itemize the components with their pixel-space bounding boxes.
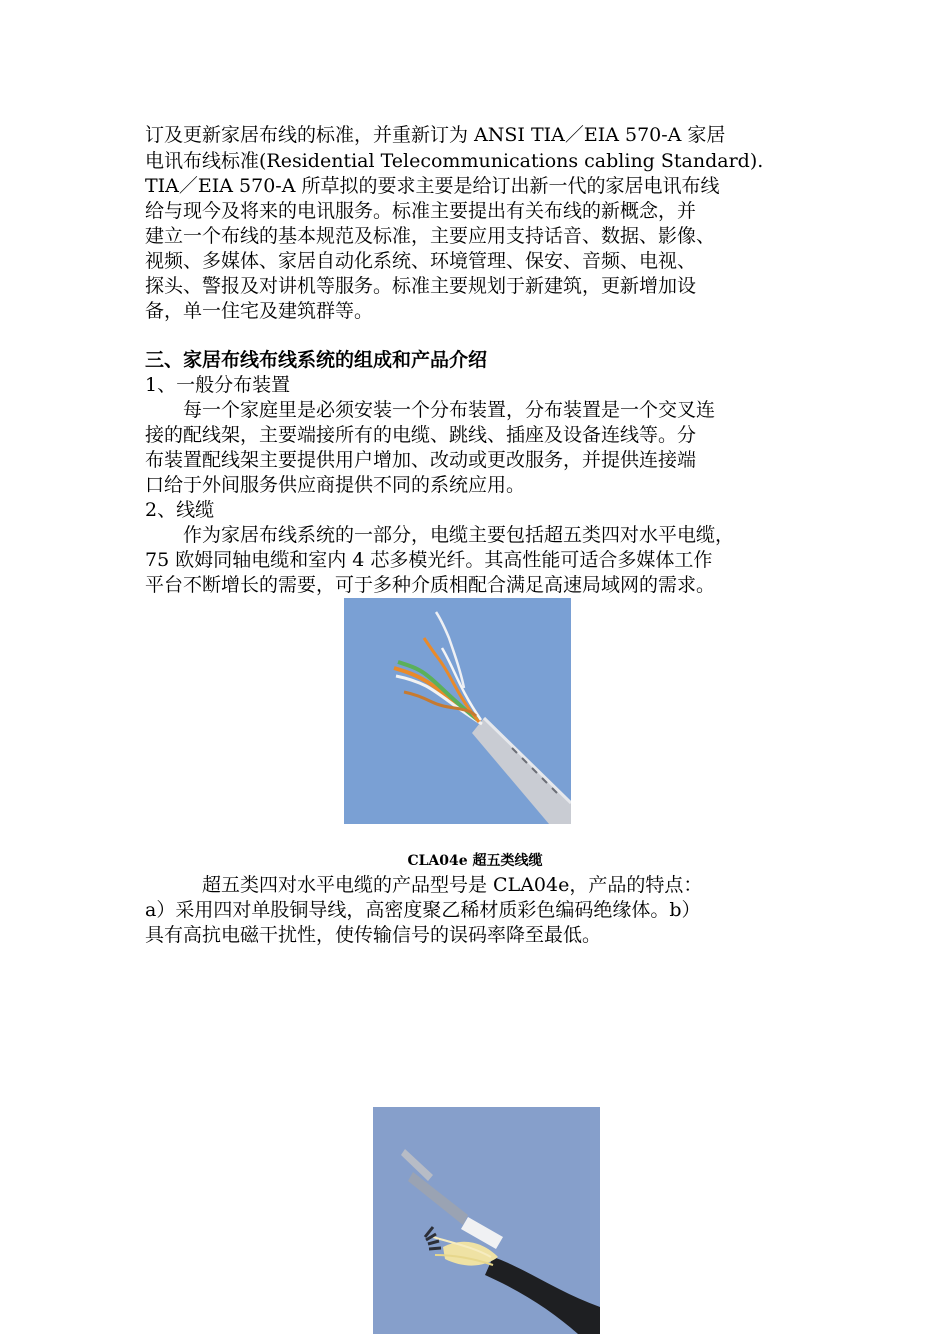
paragraph-line: 接的配线架，主要端接所有的电缆、跳线、插座及设备连线等。分 (145, 424, 697, 446)
paragraph-line: 超五类四对水平电缆的产品型号是 CLA04e，产品的特点： (145, 874, 703, 896)
utp-cable-icon (344, 598, 571, 824)
paragraph-line: 作为家居布线系统的一部分，电缆主要包括超五类四对水平电缆， (145, 524, 735, 546)
intro-line: 订及更新家居布线的标准，并重新订为 ANSI TIA／EIA 570-A 家居 (145, 124, 726, 146)
utp-cable-photo (344, 598, 571, 824)
paragraph-line: 口给于外间服务供应商提供不同的系统应用。 (145, 474, 526, 496)
fiber-cable-icon (373, 1107, 600, 1334)
intro-line: 建立一个布线的基本规范及标准，主要应用支持话音、数据、影像、 (145, 225, 716, 247)
paragraph-line: 具有高抗电磁干扰性，使传输信号的误码率降至最低。 (145, 924, 602, 946)
intro-line: 备，单一住宅及建筑群等。 (145, 300, 374, 322)
paragraph-line: 平台不断增长的需要，可于多种介质相配合满足高速局域网的需求。 (145, 574, 716, 596)
paragraph-line: a）采用四对单股铜导线，高密度聚乙稀材质彩色编码绝缘体。b） (145, 899, 701, 921)
subsection-title: 2、线缆 (145, 499, 215, 521)
intro-line: 电讯布线标准(Residential Telecommunications cabling Standard). (145, 150, 764, 172)
intro-line: 探头、警报及对讲机等服务。标准主要规划于新建筑，更新增加设 (145, 275, 697, 297)
paragraph-line: 布装置配线架主要提供用户增加、改动或更改服务，并提供连接端 (145, 449, 697, 471)
paragraph-line: 75 欧姆同轴电缆和室内 4 芯多模光纤。其高性能可适合多媒体工作 (145, 549, 713, 571)
paragraph-line: 每一个家庭里是必须安装一个分布装置，分布装置是一个交叉连 (145, 399, 716, 421)
section-heading: 三、家居布线布线系统的组成和产品介绍 (145, 349, 488, 371)
fiber-cable-photo (373, 1107, 600, 1334)
intro-line: TIA／EIA 570-A 所草拟的要求主要是给订出新一代的家居电讯布线 (145, 175, 720, 197)
subsection-title: 1、一般分布装置 (145, 374, 291, 396)
intro-line: 给与现今及将来的电讯服务。标准主要提出有关布线的新概念，并 (145, 200, 697, 222)
intro-line: 视频、多媒体、家居自动化系统、环境管理、保安、音频、电视、 (145, 250, 697, 272)
image-caption: CLA04e 超五类线缆 (407, 853, 543, 869)
